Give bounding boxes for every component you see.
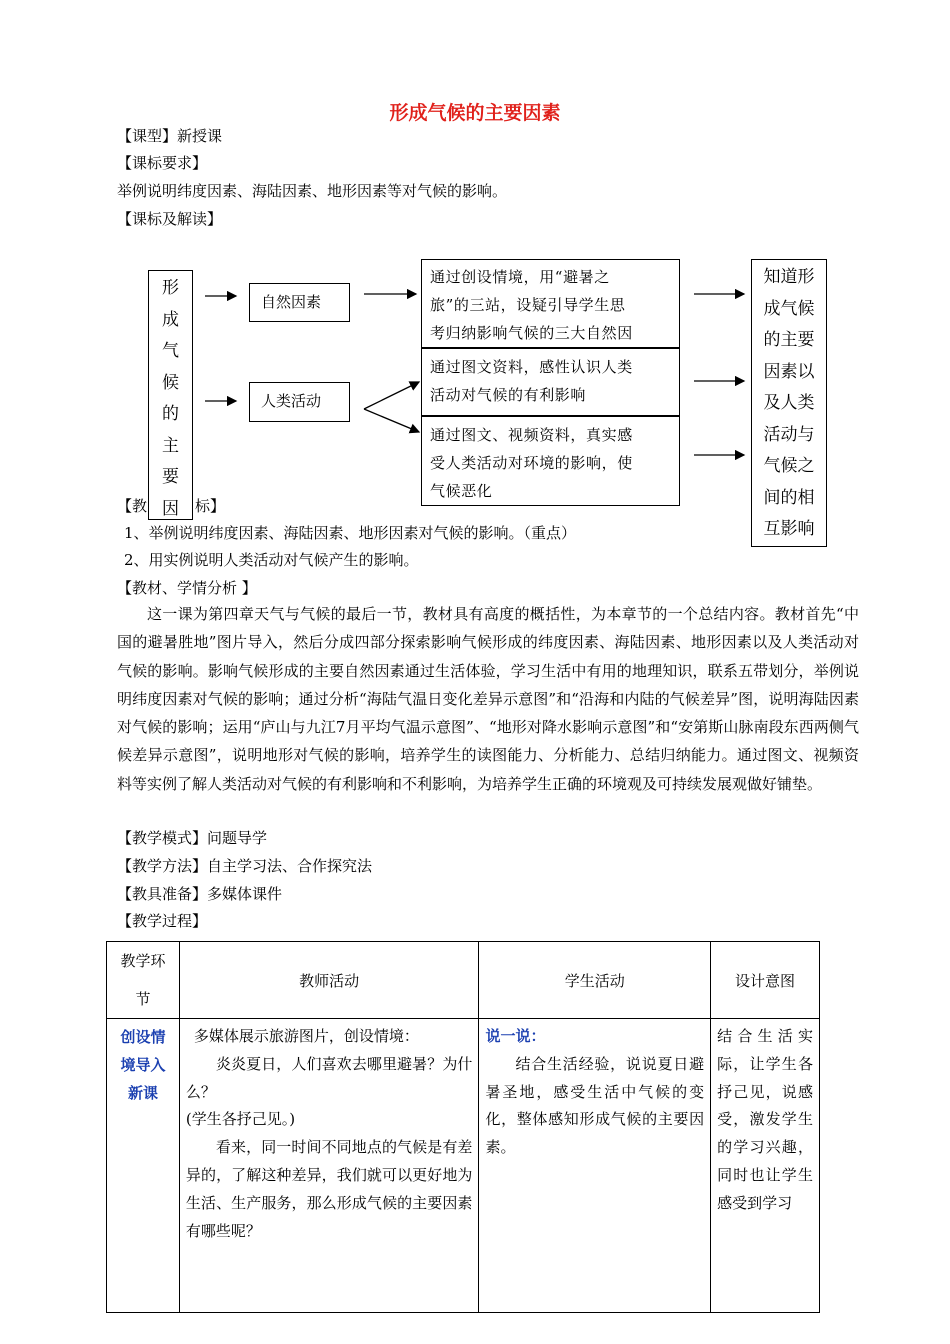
teacher-activity-cell (179, 1019, 479, 1313)
result-line: 成气候 (763, 298, 815, 319)
box2-line: 活动对气候的有利影响 (430, 386, 587, 404)
lesson-type: 【课型】新授课 (117, 127, 223, 145)
diagram-box-human-positive (421, 348, 680, 416)
header-teacher: 教师活动 (179, 942, 479, 1019)
header-intent: 设计意图 (711, 942, 820, 1019)
left-char: 形 (162, 278, 179, 298)
stage-line: 境导入 (120, 1056, 166, 1074)
left-char: 因 (162, 498, 179, 519)
result-line: 活动与 (763, 424, 815, 445)
process-heading: 【教学过程】 (117, 912, 208, 930)
teacher-p2: 炎炎夏日，人们喜欢去哪里避暑？为什么？ (185, 1054, 473, 1101)
process-table (106, 941, 820, 1313)
left-char: 的 (162, 404, 179, 424)
result-line: 及人类 (763, 393, 815, 413)
teacher-p4: 看来，同一时间不同地点的气候是有差异的，了解这种差异，我们就可以更好地为生活、生产服务，那么形成气候的主要因素有哪些呢？ (185, 1138, 473, 1240)
diagram-left-box (148, 270, 193, 520)
analysis-paragraph: 这一课为第四章天气与气候的最后一节，教材具有高度的概括性，为本章节的一个总结内容。教材首先“中国的避暑胜地”图片导入，然后分成四部分探索影响气候形成的纬度因素、海陆因素、地形因素以及人类活动对气候的影响。影响气候形成的主要自然因素通过生活体验，学习生活中有用的地理知识，联系五带划分，举例说明纬度因素对气候的影响；通过分析“海陆气温日变化差异示意图”和“沿海和内陆的气候差异”图，说明海陆因素对气候的影响；运用“庐山与九江7月平均气温示意图”、“地形对降水影响示意图”和“安第斯山脉南段东西两侧气候差异示意图”，说明地形对气候的影响，培养学生的读图能力、分析能力、总结归纳能力。通过图文、视频资料等实例了解人类活动对气候的有利影响和不利影响，为培养学生正确的环境观及可持续发展观做好铺垫。 (117, 605, 859, 793)
teacher-p3: (学生各抒己见。) (185, 1110, 296, 1129)
intent-cell: 结合生活实际，让学生各抒己见，说感受，激发学生的学习兴趣，同时也让学生感受到学习 (711, 1019, 820, 1313)
objective-2: 2、用实例说明人类活动对气候产生的影响。 (124, 551, 419, 569)
left-char: 成 (162, 309, 179, 330)
student-text: 结合生活经验，说说夏日避暑圣地，感受生活中气候的变化，整体感知形成气候的主要因素。 (485, 1054, 705, 1157)
box1-line: 通过创设情境，用“避暑之 (430, 268, 610, 286)
left-char: 要 (162, 467, 179, 487)
table-header-row (107, 942, 820, 1019)
standard-req-heading: 【课标要求】 (117, 154, 208, 172)
header-stage: 教学环节 (107, 942, 180, 1019)
result-line: 知道形 (763, 267, 815, 287)
left-char: 主 (162, 435, 179, 456)
interpretation-heading: 【课标及解读】 (117, 210, 223, 228)
teaching-mode: 【教学模式】问题导学 (117, 829, 268, 847)
diagram-box-natural (421, 259, 680, 348)
page-title: 形成气候的主要因素 (389, 102, 561, 124)
diagram-result-box (751, 259, 827, 547)
stage-line: 新课 (127, 1084, 158, 1102)
student-shout: 说一说： (485, 1027, 546, 1045)
student-activity-cell (479, 1019, 711, 1313)
box2-line: 通过图文资料，感性认识人类 (430, 358, 633, 376)
left-char: 气 (162, 341, 179, 361)
stage-line: 创设情 (120, 1028, 166, 1046)
human-activity-box: 人类活动 (249, 382, 350, 422)
standard-req-text: 举例说明纬度因素、海陆因素、地形因素等对气候的影响。 (117, 182, 508, 200)
diagram-box-human-negative (421, 416, 680, 506)
arrow-human-to-box2 (364, 382, 419, 409)
arrow-human-to-box3 (364, 409, 419, 432)
analysis-heading: 【教材、学情分析 】 (117, 579, 257, 597)
result-line: 互影响 (763, 519, 815, 539)
box1-line: 考归纳影响气候的三大自然因 (430, 324, 633, 342)
teaching-method: 【教学方法】自主学习法、合作探究法 (117, 857, 373, 875)
objectives-heading-left: 【教 (117, 497, 148, 515)
objective-1: 1、举例说明纬度因素、海陆因素、地形因素对气候的影响。（重点） (124, 524, 577, 542)
box3-line: 通过图文、视频资料，真实感 (430, 426, 633, 444)
teacher-p1: 多媒体展示旅游图片，创设情境： (193, 1027, 419, 1045)
result-line: 气候之 (763, 456, 815, 476)
stage-cell (107, 1019, 180, 1313)
header-student: 学生活动 (479, 942, 711, 1019)
table-row (107, 1019, 820, 1313)
result-line: 因素以 (763, 361, 815, 382)
result-line: 的主要 (763, 330, 815, 350)
box1-line: 旅”的三站，设疑引导学生思 (430, 296, 626, 314)
box3-line: 气候恶化 (430, 482, 493, 500)
result-line: 间的相 (763, 487, 815, 508)
box3-line: 受人类活动对环境的影响，使 (430, 454, 633, 472)
objectives-heading-right: 标】 (195, 497, 226, 515)
teaching-prep: 【教具准备】多媒体课件 (117, 885, 283, 903)
left-char: 候 (162, 372, 179, 393)
natural-factors-box: 自然因素 (249, 283, 350, 322)
